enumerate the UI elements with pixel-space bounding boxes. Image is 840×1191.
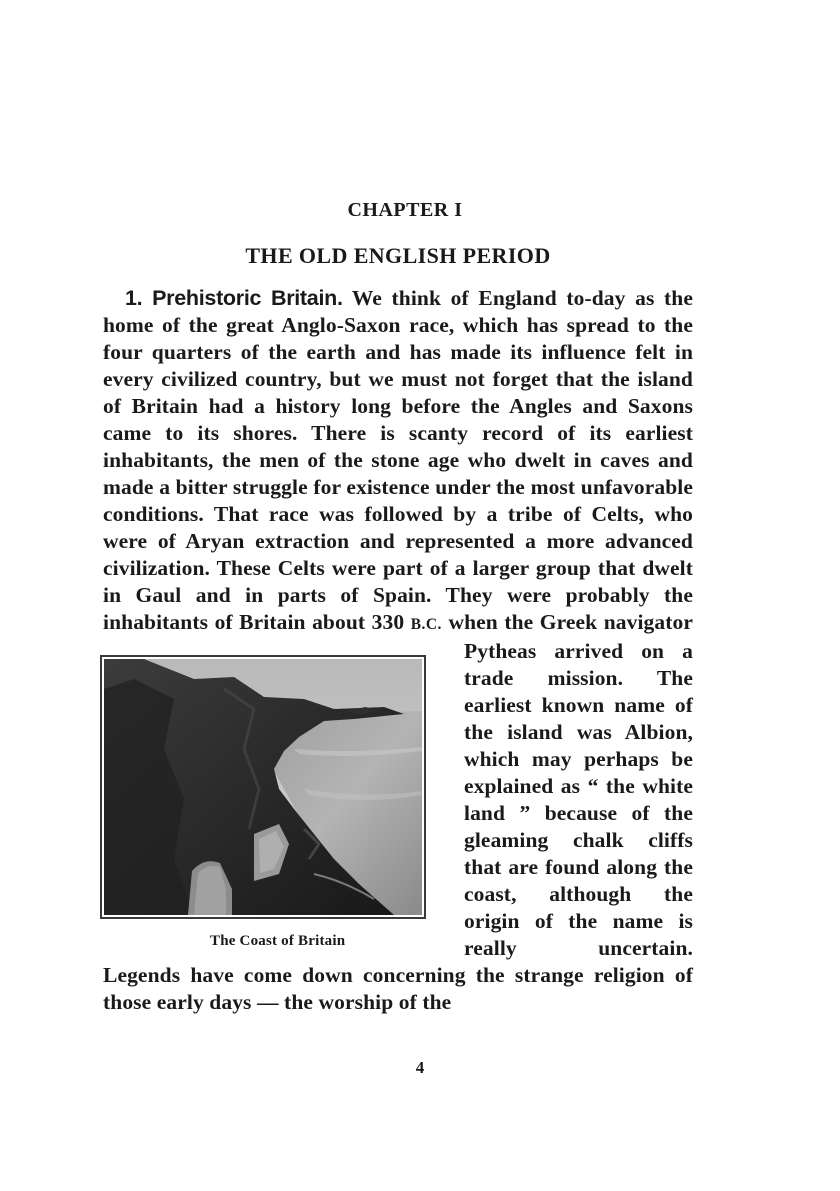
paragraph-text-part1: We think of England to-day as the home of the great Anglo-Saxon race, which has spread to the four quarters of the earth and has made its influence felt in every civilized country, but we must not forget that the island of Britain had a history long before the Angles and Saxons came to its shores. There is scanty record of its earliest inhabitants, the men of the stone age who dwelt in caves and made a bitter struggle for existence under the most unfavorable conditions. That race was followed by a tribe of Celts, who were of Aryan extraction and represented a more advanced civilization. These Celts were part of a larger group that dwelt in Gaul and in parts of Spain. They were probably the inhabitants of Britain about 330: [103, 286, 693, 634]
figure-caption: The Coast of Britain: [210, 933, 346, 949]
paragraph-text-part2: when the Greek navigator Pytheas arrived on a trade mission. The earliest known name of the island was Albion, which may perhaps be explained as “ the white land ” because of the gleaming chalk cliffs that are found along the coast, although the origin of the name is really uncertain. Legends have come down concerning the strange religion of those early days — the worship of the: [103, 610, 693, 1014]
coast-photo: [100, 655, 426, 919]
page-body: [103, 195, 693, 1016]
section-heading: 1. Prehistoric Britain.: [125, 286, 343, 310]
coast-photo-image: [104, 659, 422, 915]
section-paragraph: [103, 285, 693, 1016]
chapter-label: CHAPTER I: [347, 199, 463, 221]
paragraph-text-era: B.C.: [410, 616, 442, 633]
chapter-title: THE OLD ENGLISH PERIOD: [245, 243, 551, 268]
page-number: 4: [415, 1058, 425, 1077]
figure-coast-of-britain: [100, 655, 452, 955]
